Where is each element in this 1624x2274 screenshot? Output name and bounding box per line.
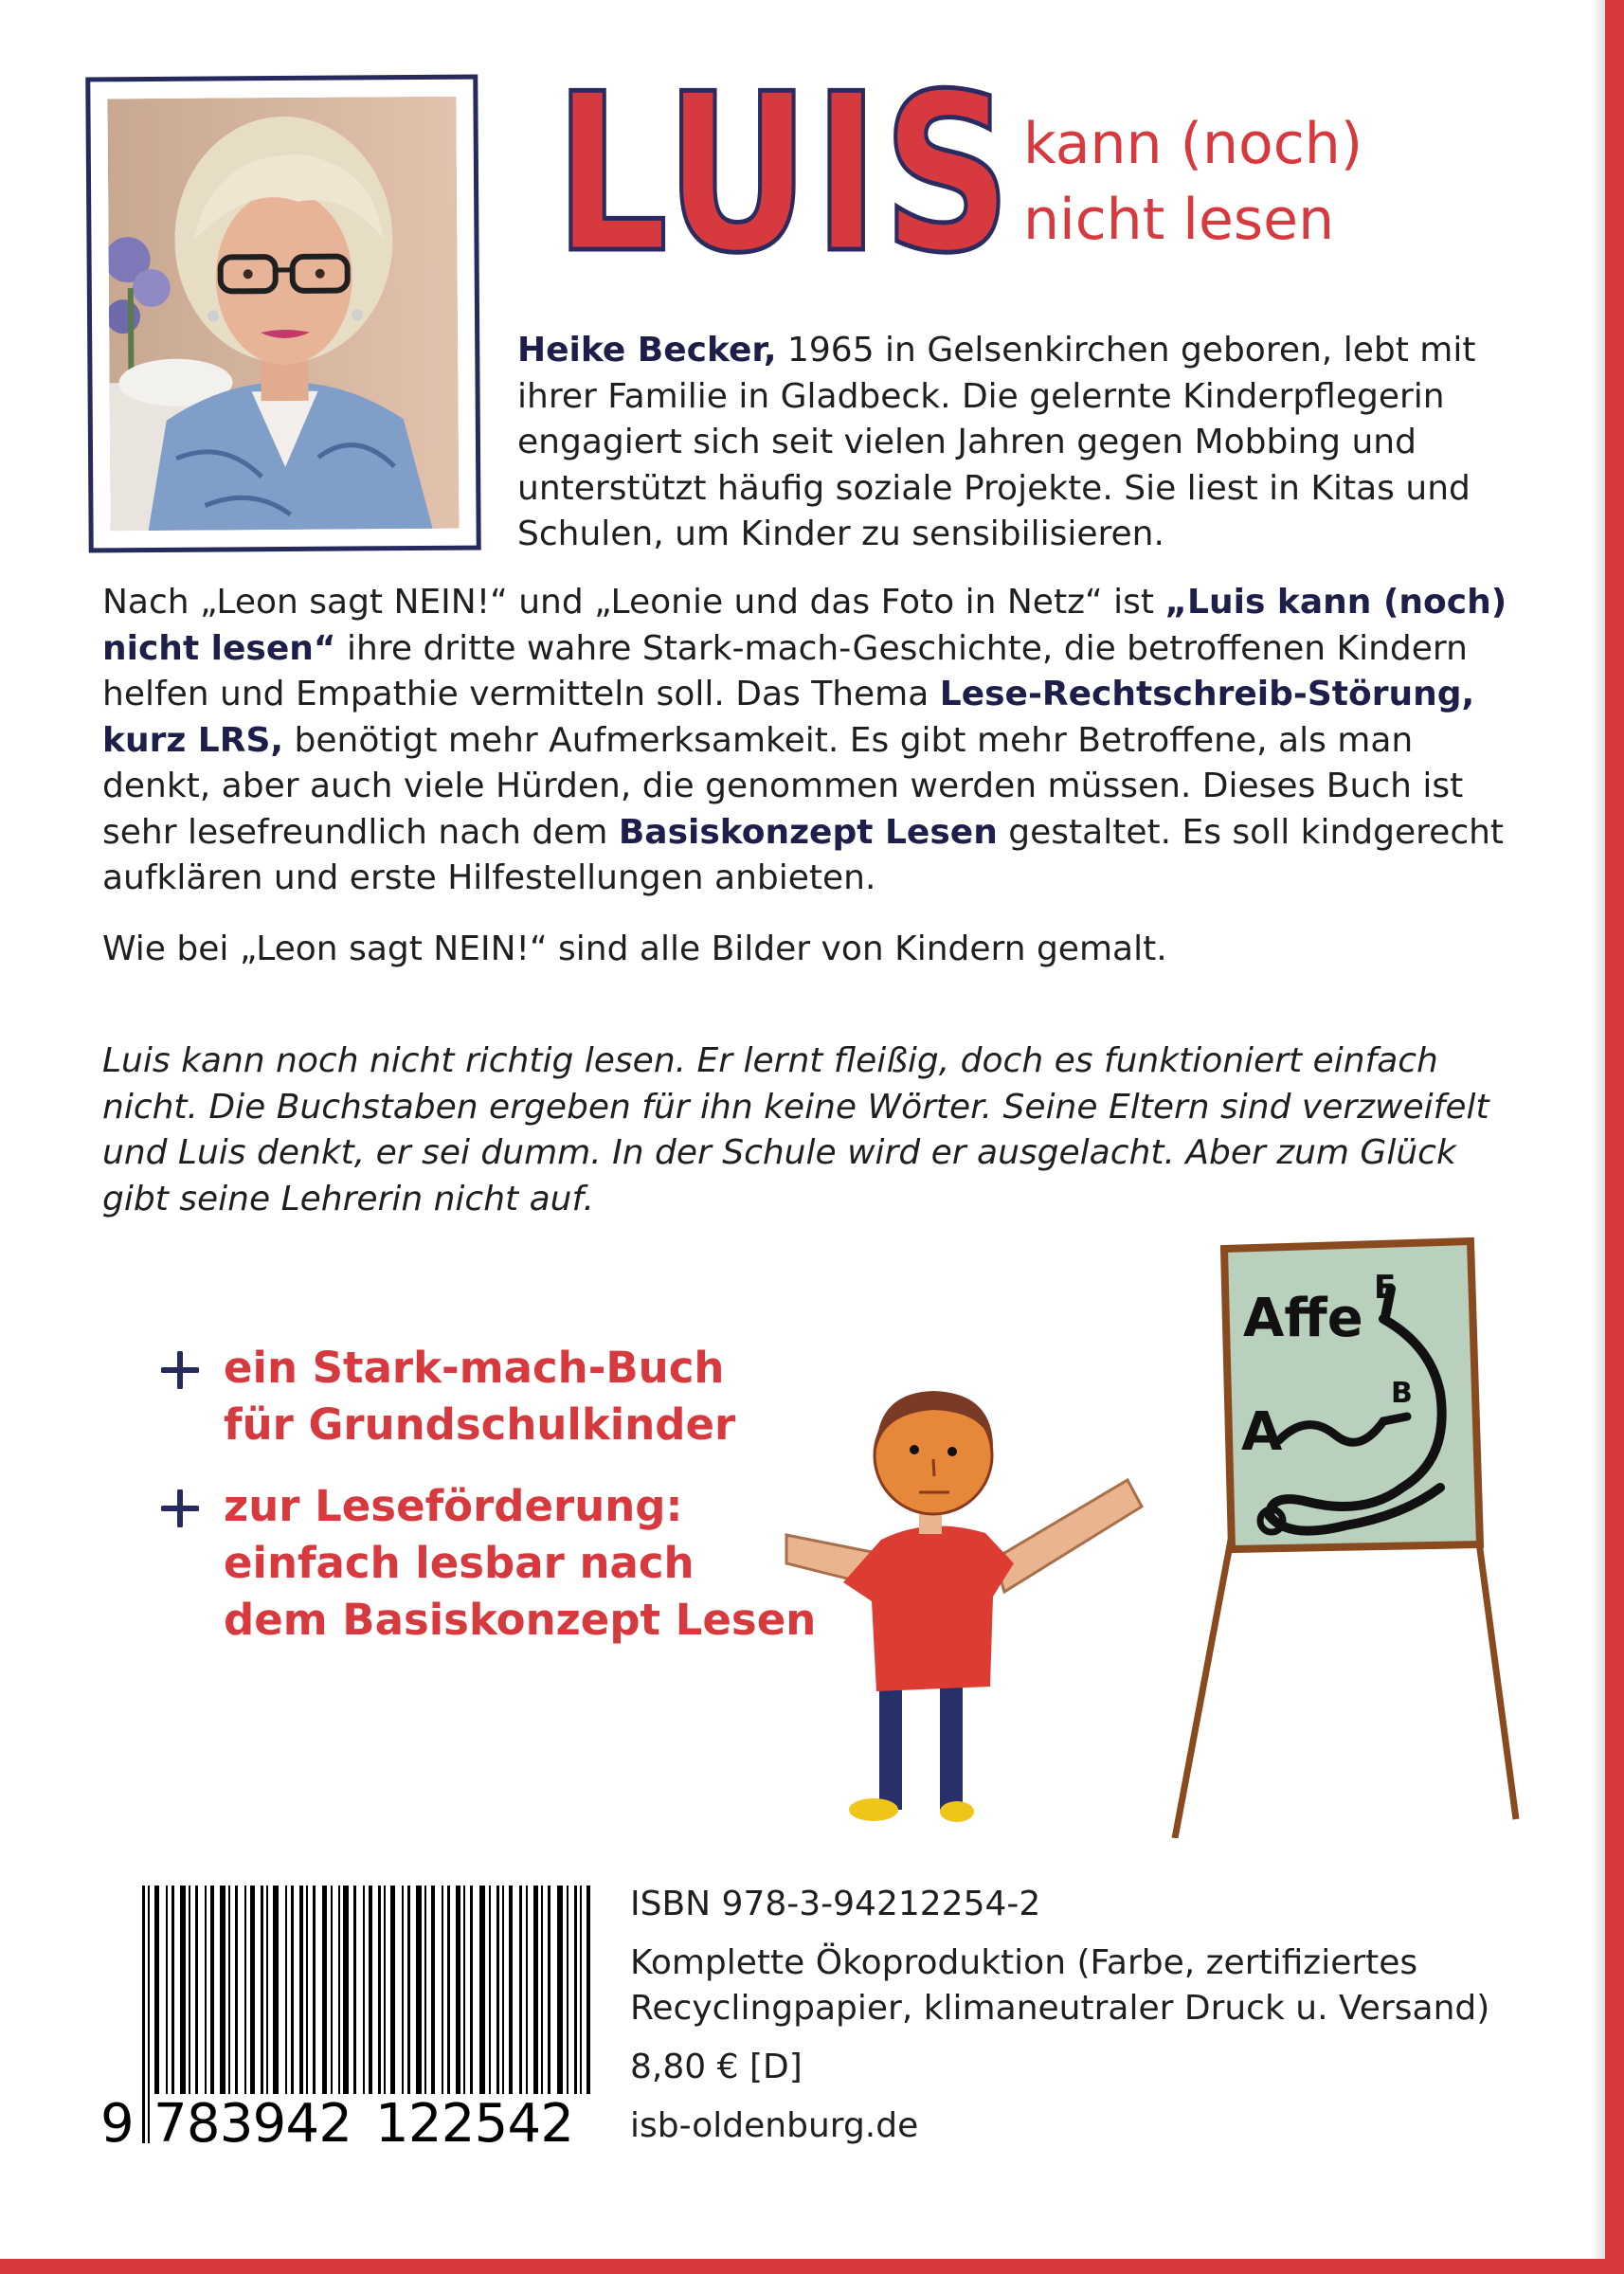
- eco-note-line-1: Komplette Ökoproduktion (Farbe, zertifiziertes: [630, 1943, 1418, 1982]
- author-photo: [107, 97, 459, 532]
- board-letter-a: A: [1241, 1401, 1283, 1463]
- barcode-bar: [378, 1886, 381, 2096]
- barcode-bar: [431, 1886, 435, 2096]
- author-name: Heike Becker,: [517, 331, 777, 370]
- book-info: [630, 1882, 1597, 2162]
- barcode-bar: [273, 1886, 279, 2096]
- barcode-bar: [220, 1886, 226, 2096]
- barcode-bar: [402, 1886, 404, 2096]
- barcode-bar: [154, 1886, 159, 2096]
- illustration-note: Wie bei „Leon sagt NEIN!“ sind alle Bilder von Kindern gemalt.: [102, 929, 1167, 968]
- publisher-website[interactable]: isb-oldenburg.de: [630, 2106, 919, 2145]
- barcode-bar: [541, 1886, 543, 2096]
- barcode-bar: [235, 1886, 238, 2096]
- description-book-title: „Luis kann (noch) nicht lesen“: [102, 583, 1507, 668]
- barcode-bar: [496, 1886, 499, 2096]
- barcode-bar: [210, 1886, 214, 2096]
- feature-1-line-2: für Grundschulkinder: [224, 1399, 736, 1450]
- barcode-bar: [479, 1886, 485, 2096]
- barcode-bar: [509, 1886, 513, 2096]
- plus-icon: [161, 1489, 199, 1527]
- feature-1-line-1: ein Stark-mach-Buch: [224, 1343, 725, 1393]
- barcode-bar: [424, 1886, 426, 2096]
- author-bio: [517, 328, 1522, 558]
- description-text-2: ihre dritte wahre Stark-mach-Geschichte, die betroffenen Kindern helfen und Empathie vermitteln soll. Das Thema: [102, 628, 1468, 713]
- cover-edge-bottom: [0, 2259, 1624, 2274]
- feature-2-line-3: dem Basiskonzept Lesen: [224, 1595, 817, 1645]
- description-text-4: gestaltet. Es soll kindgerecht aufklären und erste Hilfestellungen anbieten.: [102, 812, 1505, 897]
- barcode-bar: [574, 1886, 577, 2096]
- book-title: LUIS: [554, 48, 1015, 301]
- barcode-bar: [306, 1886, 308, 2096]
- feature-2-line-1: zur Leseförderung:: [224, 1481, 683, 1531]
- barcode-bar: [548, 1886, 550, 2096]
- barcode-bar: [322, 1886, 327, 2096]
- barcode-bar: [502, 1886, 504, 2096]
- barcode-group-2: 122542: [375, 2093, 574, 2151]
- isbn: ISBN 978-3-94212254-2: [630, 1885, 1041, 1923]
- plus-icon: [161, 1351, 199, 1389]
- barcode-bar: [343, 1886, 349, 2096]
- barcode-bar: [363, 1886, 365, 2096]
- barcode-bar: [291, 1886, 294, 2096]
- book-blurb: Luis kann noch nicht richtig lesen. Er lernt fleißig, doch es funktioniert einfach nicht. Die Buchstaben ergeben für ihn keine Wörter. Seine Eltern sind verzweifelt und Luis denkt, er sei dumm. In der Schule wird er ausgelacht. Aber zum Glück gibt seine Lehrerin nicht auf.: [102, 1041, 1489, 1218]
- barcode-bar: [189, 1886, 190, 2096]
- board-letter-e: E: [1374, 1269, 1397, 1307]
- barcode-bar: [285, 1886, 287, 2096]
- barcode-bar: [244, 1886, 246, 2096]
- author-photo-frame: [85, 75, 480, 553]
- board-letter-b: B: [1391, 1377, 1413, 1410]
- barcode-bar: [261, 1886, 263, 2096]
- barcode-bar: [369, 1886, 372, 2096]
- barcode-bar: [166, 1886, 168, 2096]
- barcode-bar: [567, 1886, 568, 2096]
- barcode-bar: [390, 1886, 395, 2096]
- barcode-bar: [407, 1886, 410, 2096]
- barcode-bar: [171, 1886, 174, 2096]
- feature-bullet-2: [161, 1478, 816, 1649]
- barcode-bar: [148, 1886, 150, 2143]
- feature-2-line-2: einfach lesbar nach: [224, 1538, 695, 1588]
- description-text-3: benötigt mehr Aufmerksamkeit. Es gibt mehr Betroffene, als man denkt, aber auch viele Hürden, die genommen werden müssen. Dieses Buch ist sehr lesefreundlich nach dem: [102, 720, 1464, 852]
- barcode-bar: [519, 1886, 522, 2096]
- description-concept: Basiskonzept Lesen: [618, 812, 998, 852]
- barcode-bar: [470, 1886, 473, 2096]
- barcode-bar: [447, 1886, 450, 2096]
- child-drawing: [777, 1232, 1535, 1838]
- author-bio-text: 1965 in Gelsenkirchen geboren, lebt mit ihrer Familie in Gladbeck. Die gelernte Kinderpflegerin engagiert sich seit vielen Jahren gegen Mobbing und unterstützt häufig soziale Projekte. Sie liest in Kitas und Schulen, um Kinder zu sensibilisieren.: [517, 331, 1476, 553]
- author-portrait-image: [107, 97, 459, 532]
- barcode-bar: [250, 1886, 255, 2096]
- barcode-bar: [353, 1886, 356, 2096]
- description-text-1: Nach „Leon sagt NEIN!“ und „Leonie und das Foto in Netz“ ist: [102, 583, 1165, 622]
- subtitle-line-1: kann (noch): [1023, 111, 1363, 177]
- barcode-bar: [384, 1886, 386, 2096]
- feature-bullet-1: [161, 1340, 735, 1453]
- barcode-bar: [180, 1886, 186, 2096]
- barcode-bar: [533, 1886, 538, 2096]
- subtitle-line-2: nicht lesen: [1023, 187, 1335, 253]
- board-word: Affe: [1243, 1288, 1363, 1349]
- barcode-bar: [228, 1886, 230, 2096]
- barcode-bar: [557, 1886, 563, 2096]
- eco-note-line-2: Recyclingpapier, klimaneutraler Druck u. Versand): [630, 1989, 1490, 2028]
- barcode-bar: [526, 1886, 528, 2096]
- barcode-bar: [266, 1886, 268, 2096]
- barcode-bar: [205, 1886, 207, 2096]
- barcode-group-1: 783942: [153, 2093, 352, 2151]
- barcode-bar: [313, 1886, 316, 2096]
- barcode-bar: [195, 1886, 198, 2096]
- barcode-bar: [142, 1886, 145, 2143]
- barcode-bar: [456, 1886, 460, 2096]
- eco-note: [630, 1940, 1597, 2031]
- barcode-first-digit: 9: [100, 2093, 135, 2151]
- book-description: [102, 580, 1524, 902]
- barcode-bar: [299, 1886, 303, 2096]
- description-topic: Lese-Rechtschreib-Störung, kurz LRS,: [102, 675, 1475, 760]
- barcode: [95, 1886, 606, 2151]
- book-subtitle: [1023, 106, 1362, 258]
- barcode-bar: [442, 1886, 443, 2096]
- barcode-bar: [416, 1886, 422, 2096]
- barcode-bar: [489, 1886, 491, 2096]
- cover-edge-right: [1605, 0, 1624, 2274]
- price: 8,80 € [D]: [630, 2048, 803, 2086]
- barcode-bar: [463, 1886, 465, 2096]
- barcode-bar: [580, 1886, 582, 2096]
